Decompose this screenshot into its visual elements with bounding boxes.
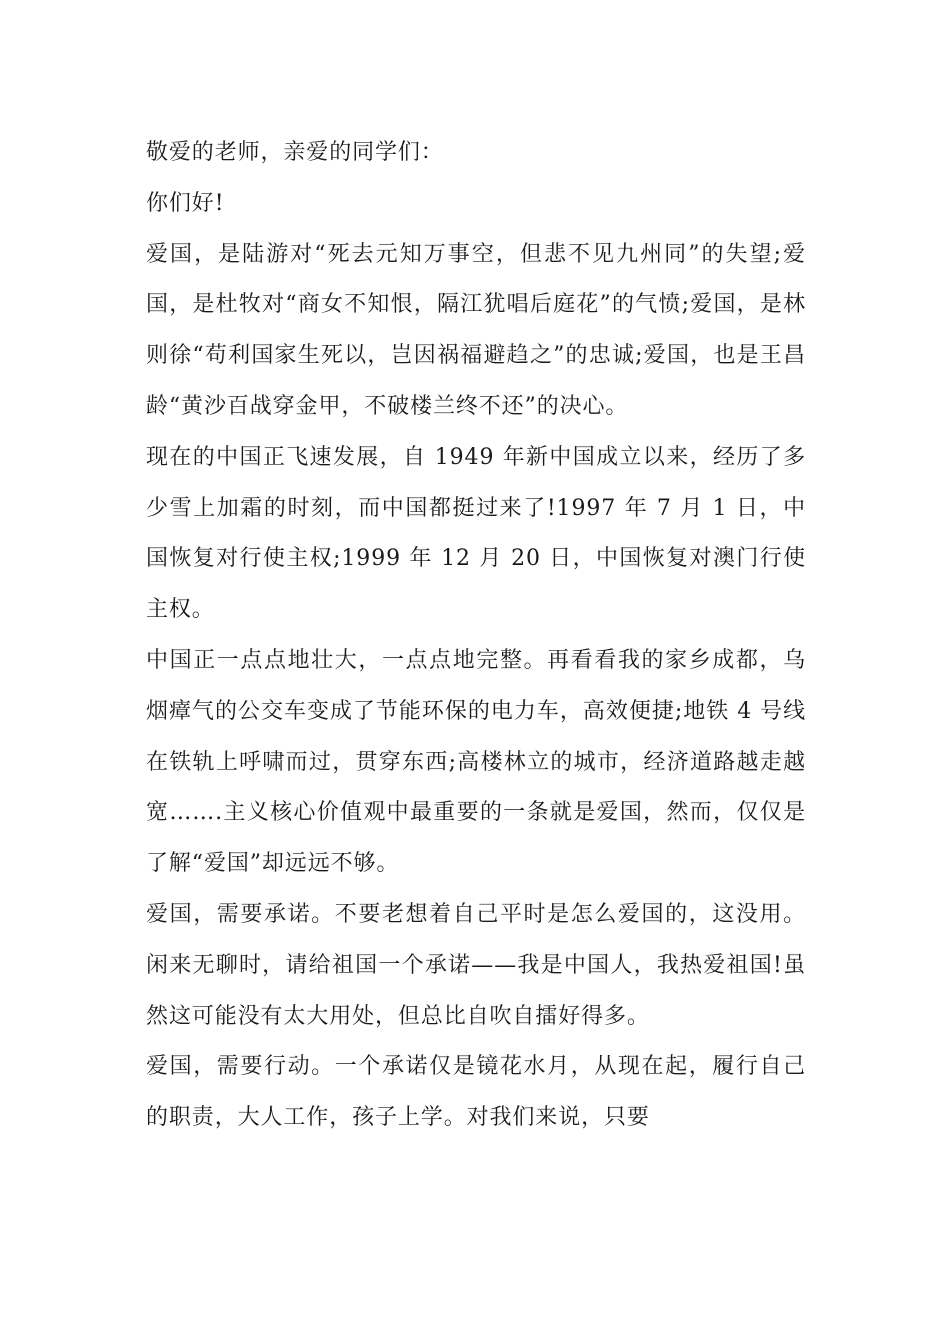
paragraph-action: 爱国，需要行动。一个承诺仅是镜花水月，从现在起，履行自己的职责，大人工作，孩子上学。对我们来说，只要 [146,1054,806,1131]
greeting: 你们好! [146,190,225,216]
paragraph-hometown-chengdu: 中国正一点点地壮大，一点点地完整。再看看我的家乡成都，乌烟瘴气的公交车变成了节能环保的电力车，高效便捷;地铁 4 号线在铁轨上呼啸而过，贯穿东西;高楼林立的城市，经济道路越走越宽…….主义核心价值观中最重要的一条就是爱国，然而，仅仅是了解“爱国”却远远不够。 [146,647,806,877]
salutation: 敬爱的老师，亲爱的同学们： [146,140,444,165]
paragraph-china-development: 现在的中国正飞速发展，自 1949 年新中国成立以来，经历了多少雪上加霜的时刻，而中国都挺过来了!1997 年 7 月 1 日，中国恢复对行使主权;1999 年 12 月 20 日，中国恢复对澳门行使主权。 [146,444,806,623]
document-body [146,128,806,1144]
paragraph-patriotism-poems: 爱国，是陆游对“死去元知万事空，但悲不见九州同”的失望;爱国，是杜牧对“商女不知恨，隔江犹唱后庭花”的气愤;爱国，是林则徐“苟利国家生死以，岂因祸福避趋之”的忠诚;爱国，也是王昌龄“黄沙百战穿金甲，不破楼兰终不还”的决心。 [146,241,806,419]
paragraph-promise: 爱国，需要承诺。不要老想着自己平时是怎么爱国的，这没用。闲来无聊时，请给祖国一个承诺——我是中国人，我热爱祖国!虽然这可能没有太大用处，但总比自吹自擂好得多。 [146,901,806,1029]
